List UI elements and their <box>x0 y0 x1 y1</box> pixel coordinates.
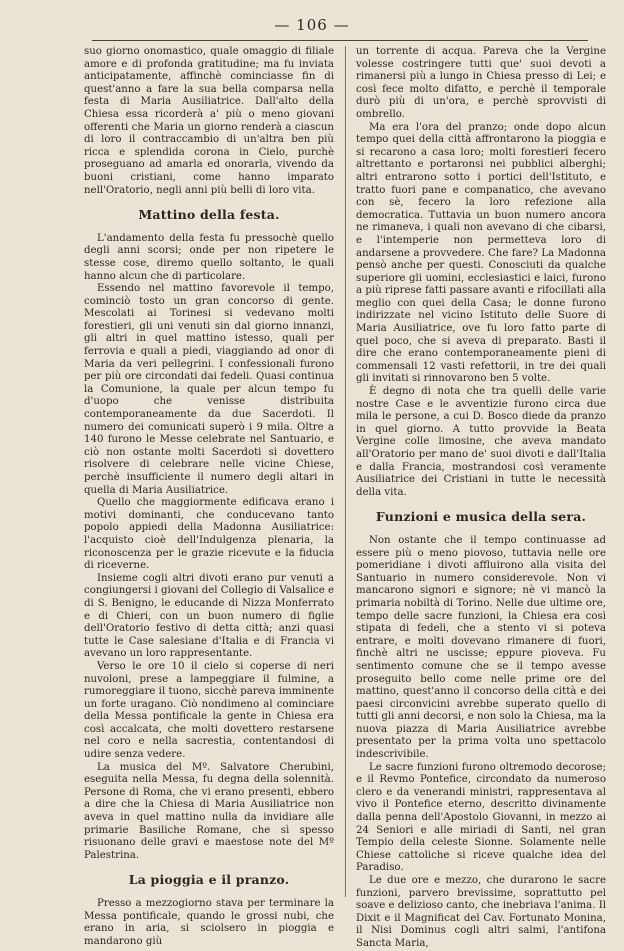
right-column <box>356 46 606 949</box>
section-heading: Mattino della festa. <box>138 207 280 223</box>
column-divider <box>345 46 346 897</box>
paragraph: La musica del Mº. Salvatore Cherubini, eseguita nella Messa, fu degna della solennità. Persone di Roma, che vi erano presenti, ebbero a dire che la Chiesa di Maria Ausiliatrice non aveva in quel mattino nulla da invidiare alle primarie Basiliche Romane, che sì spesso risuonano delle gravi e maestose note del Mº Palestrina. <box>84 761 334 861</box>
paragraph: Essendo nel mattino favorevole il tempo, cominciò tosto un gran concorso di gente. Mescolati ai Torinesi si vedevano molti forestieri, gli uni venuti sin dal giorno innanzi, gli altri in quel mattino istesso, quali per ferrovia e quali a piedi, viaggiando ad onor di Maria da veri pellegrini. I confessionali furono per più ore circondati dai fedeli. Quasi continua la Comunione, la quale per alcun tempo fu d'uopo che venisse distribuita contemporaneamente da due Sacerdoti. Il numero dei comunicati superò i 9 mila. Oltre a 140 furono le Messe celebrate nel Santuario, e ciò non ostante molti Sacerdoti si dovettero risolvere di celebrare nelle vicine Chiese, perchè insufficiente il numero degli altari in quella di Maria Ausiliatrice. <box>84 283 334 496</box>
header-rule <box>92 40 588 41</box>
section-heading: La pioggia e il pranzo. <box>128 872 290 888</box>
paragraph: Insieme cogli altri divoti erano pur venuti a congiungersi i giovani del Collegio di Valsalice e di S. Benigno, le educande di Nizza Monferrato e di Chieri, con un buon numero di figlie dell'Oratorio festivo di detta città; anzi quasi tutte le Case salesiane d'Italia e di Francia vi avevano un loro rappresentante. <box>84 572 335 660</box>
paragraph: suo giorno onomastico, quale omaggio di filiale amore e di profonda gratitudine; ma fu inviata anticipatamente, affinchè cominciasse fin di quest'anno a fare la sua bella comparsa nella festa di Maria Ausiliatrice. Dall'alto della Chiesa essa ricorderà a' più o meno giovani offerenti che Maria un giorno renderà a ciascun di loro il contraccambio di un'altra ben più ricca e splendida corona in Cielo, purchè proseguano ad amarla ed onorarla, vivendo da buoni cristiani, come hanno imparato nell'Oratorio, negli anni più belli di loro vita. <box>84 46 334 196</box>
paragraph: Non ostante che il tempo continuasse ad essere più o meno piovoso, tuttavia nelle ore pomeridiane i divoti affluirono alla visita del Santuario in numero considerevole. Non vi mancarono signori e signore; nè vi mancò la primaria nobiltà di Torino. Nelle due ultime ore, tempo delle sacre funzioni, la Chiesa era così stipata di fedeli, che a stento vi si poteva entrare, e molti dovevano rimanere di fuori, finchè altri ne uscisse; eppure pioveva. Fu sentimento comune che se il tempo avesse proseguito bello come nelle prime ore del mattino, quest'anno il concorso della città e dei paesi circonvicini avrebbe superato quello di tutti gli anni decorsi, e non solo la Chiesa, ma la nuova piazza di Maria Ausiliatrice avrebbe presentato per la prima volta uno spettacolo indescrivibile. <box>356 534 606 761</box>
paragraph: Le sacre funzioni furono oltremodo decorose; e il Revmo Pontefice, circondato da numeroso clero e da venerandi ministri, rappresentava al vivo il Pontefice eterno, descritto divinamente dalla penna dell'Apostolo Giovanni, in mezzo ai 24 Seniori e alle miriadi di Santi, nel gran Tempio della celeste Sionne. Solamente nelle Chiese cattoliche si riceve qualche idea del Paradiso. <box>356 761 606 874</box>
paragraph: un torrente di acqua. Pareva che la Vergine volesse costringere tutti que' suoi devoti a rimanersi più a lungo in Chiesa presso di Lei; e così fece molto difatto, e perchè il temporale durò più di un'ora, e perchè sprovvisti di ombrello. <box>356 46 606 120</box>
paragraph: È degno di nota che tra quelli delle varie nostre Case e le avventizie furono circa due mila le persone, a cui D. Bosco diede da pranzo in quel giorno. A tutto provvide la Beata Vergine colle limosine, che aveva mandato all'Oratorio per mano de' suoi divoti e dall'Italia e dalla Francia, mostrandosi così veramente Ausiliatrice dei Cristiani in tutte le necessità della vita. <box>356 386 606 498</box>
section-heading: Funzioni e musica della sera. <box>375 509 587 525</box>
paragraph: Presso a mezzogiorno stava per terminare la Messa pontificale, quando le grossi nubi, che erano in aria, si sciolsero in pioggia e mandarono giù <box>84 898 334 947</box>
paragraph: Verso le ore 10 il cielo si coperse di neri nuvoloni, prese a lampeggiare il fulmine, a rumoreggiare il tuono, sicchè pareva imminente un forte uragano. Ciò nondimeno al cominciare della Messa pontificale la gente in Chiesa era così accalcata, che molti dovettero restarsene nel coro e nella sacrestia, contentandosi di udire senza vedere. <box>84 660 334 761</box>
left-column <box>84 46 335 947</box>
paragraph: L'andamento della festa fu pressochè quello degli anni scorsi; onde per non ripetere le stesse cose, diremo quello soltanto, le quali hanno alcun che di particolare. <box>84 232 334 282</box>
paragraph: Ma era l'ora del pranzo; onde dopo alcun tempo quei della città affrontarono la pioggia e si recarono a casa loro; molti forestieri fecero altrettanto e portaronsi nei pubblici alberghi; altri entrarono sotto i portici dell'Istituto, e tratto fuori pane e companatico, che avevano con sè, fecero la loro refezione alla democratica. Tuttavia un buon numero ancora ne rimaneva, i quali non avevano di che cibarsi, e l'intemperie non permetteva loro di andarsene a provvedere. Che fare? La Madonna pensò anche per questi. Conosciuti da qualche superiore gli uomini, ecclesiastici e laici, furono a più riprese fatti passare avanti e rifocillati alla meglio con quei della Casa; le donne furono indirizzate nel vicino Istituto delle Suore di Maria Ausiliatrice, ove fu loro fatto parte di quel poco, che si aveva di preparato. Basti il dire che erano contemporaneamente pieni di commensali 12 vasti refettorii, in tre dei quali gli invitati si rinnovarono ben 5 volte. <box>356 121 606 385</box>
paragraph: Quello che maggiormente edificava erano i motivi dominanti, che conducevano tanto popolo appiedi della Madonna Ausiliatrice: l'acquisto cioè dell'Indulgenza plenaria, la riconoscenza per le grazie ricevute e la fiducia di riceverne. <box>84 497 334 572</box>
page-number: — 106 — <box>274 16 350 34</box>
paragraph: Le due ore e mezzo, che durarono le sacre funzioni, parvero brevissime, soprattutto pel soave e delizioso canto, che inebriava l'anima. Il Dixit e il Magnificat del Cav. Fortunato Monina, il Nisi Dominus cogli altri salmi, l'antifona Sancta Maria, <box>356 875 606 949</box>
